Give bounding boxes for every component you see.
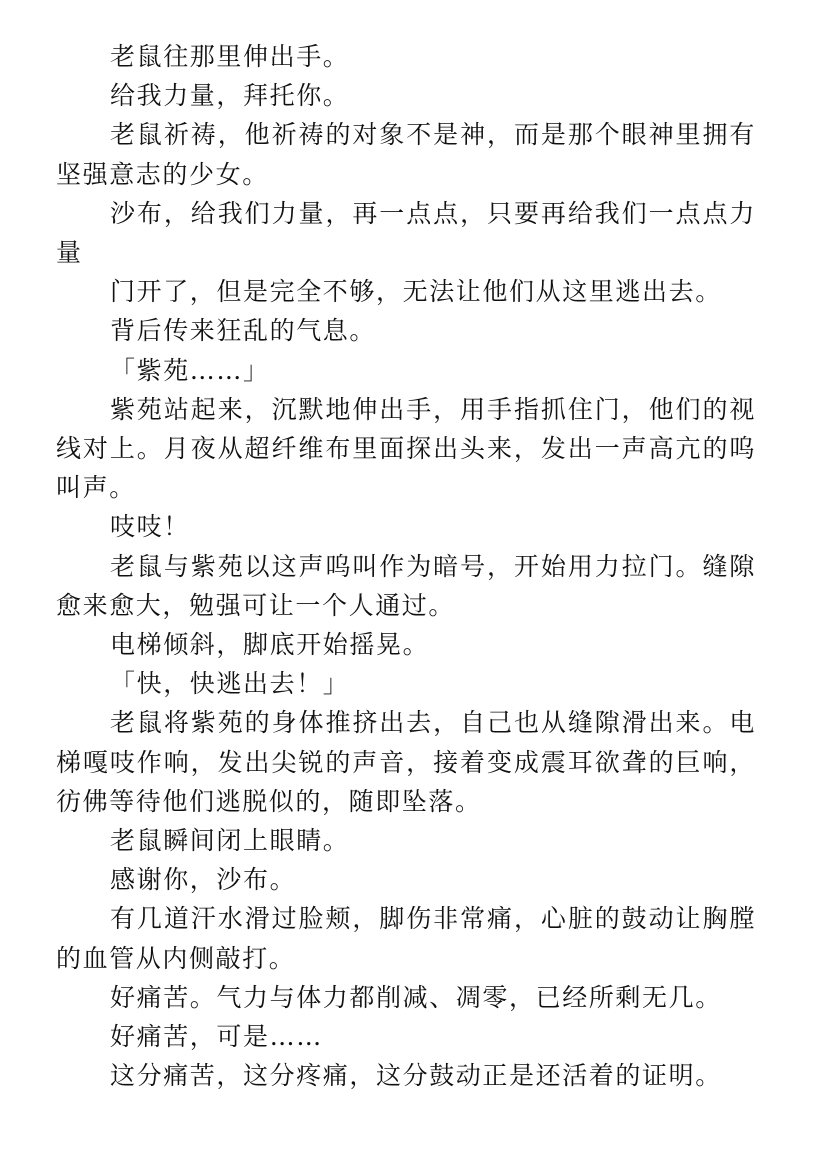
paragraph-1: 老鼠往那里伸出手。 <box>110 42 350 71</box>
paragraph-3: 老鼠祈祷，他祈祷的对象不是神，而是那个眼神里拥有坚强意志的少女。 <box>56 120 756 189</box>
paragraph-14: 老鼠瞬间闭上眼睛。 <box>110 826 350 856</box>
paragraph-5: 门开了，但是完全不够，无法让他们从这里逃出去。 <box>110 277 722 307</box>
paragraph-17: 好痛苦。气力与体力都削减、凋零，已经所剩无几。 <box>110 982 722 1012</box>
paragraph-12: 「快，快逃出去！」 <box>110 669 350 699</box>
paragraph-18: 好痛苦，可是…… <box>110 1022 323 1052</box>
paragraph-8: 紫苑站起来，沉默地伸出手，用手指抓住门，他们的视线对上。月夜从超纤维布里面探出头来，发出一声高亢的呜叫声。 <box>56 394 756 503</box>
paragraph-10: 老鼠与紫苑以这声呜叫作为暗号，开始用力拉门。缝隙愈来愈大，勉强可让一个人通过。 <box>56 551 756 620</box>
paragraph-4: 沙布，给我们力量，再一点点，只要再给我们一点点力量 <box>56 198 756 268</box>
paragraph-16: 有几道汗水滑过脸颊，脚伤非常痛，心脏的鼓动让胸膛的血管从内侧敲打。 <box>56 904 756 973</box>
paragraph-13: 老鼠将紫苑的身体推挤出去，自己也从缝隙滑出来。电梯嘎吱作响，发出尖锐的声音，接着变成震耳欲聋的巨响，彷佛等待他们逃脱似的，随即坠落。 <box>56 708 756 816</box>
paragraph-6: 背后传来狂乱的气息。 <box>110 316 377 346</box>
paragraph-7: 「紫苑……」 <box>110 355 270 385</box>
paragraph-11: 电梯倾斜，脚底开始摇晃。 <box>110 630 430 660</box>
paragraph-2: 给我力量，拜托你。 <box>110 81 350 111</box>
paragraph-9: 吱吱！ <box>110 512 190 542</box>
document-page <box>56 37 756 1095</box>
paragraph-15: 感谢你，沙布。 <box>110 865 297 895</box>
paragraph-19: 这分痛苦，这分疼痛，这分鼓动正是还活着的证明。 <box>110 1061 722 1091</box>
